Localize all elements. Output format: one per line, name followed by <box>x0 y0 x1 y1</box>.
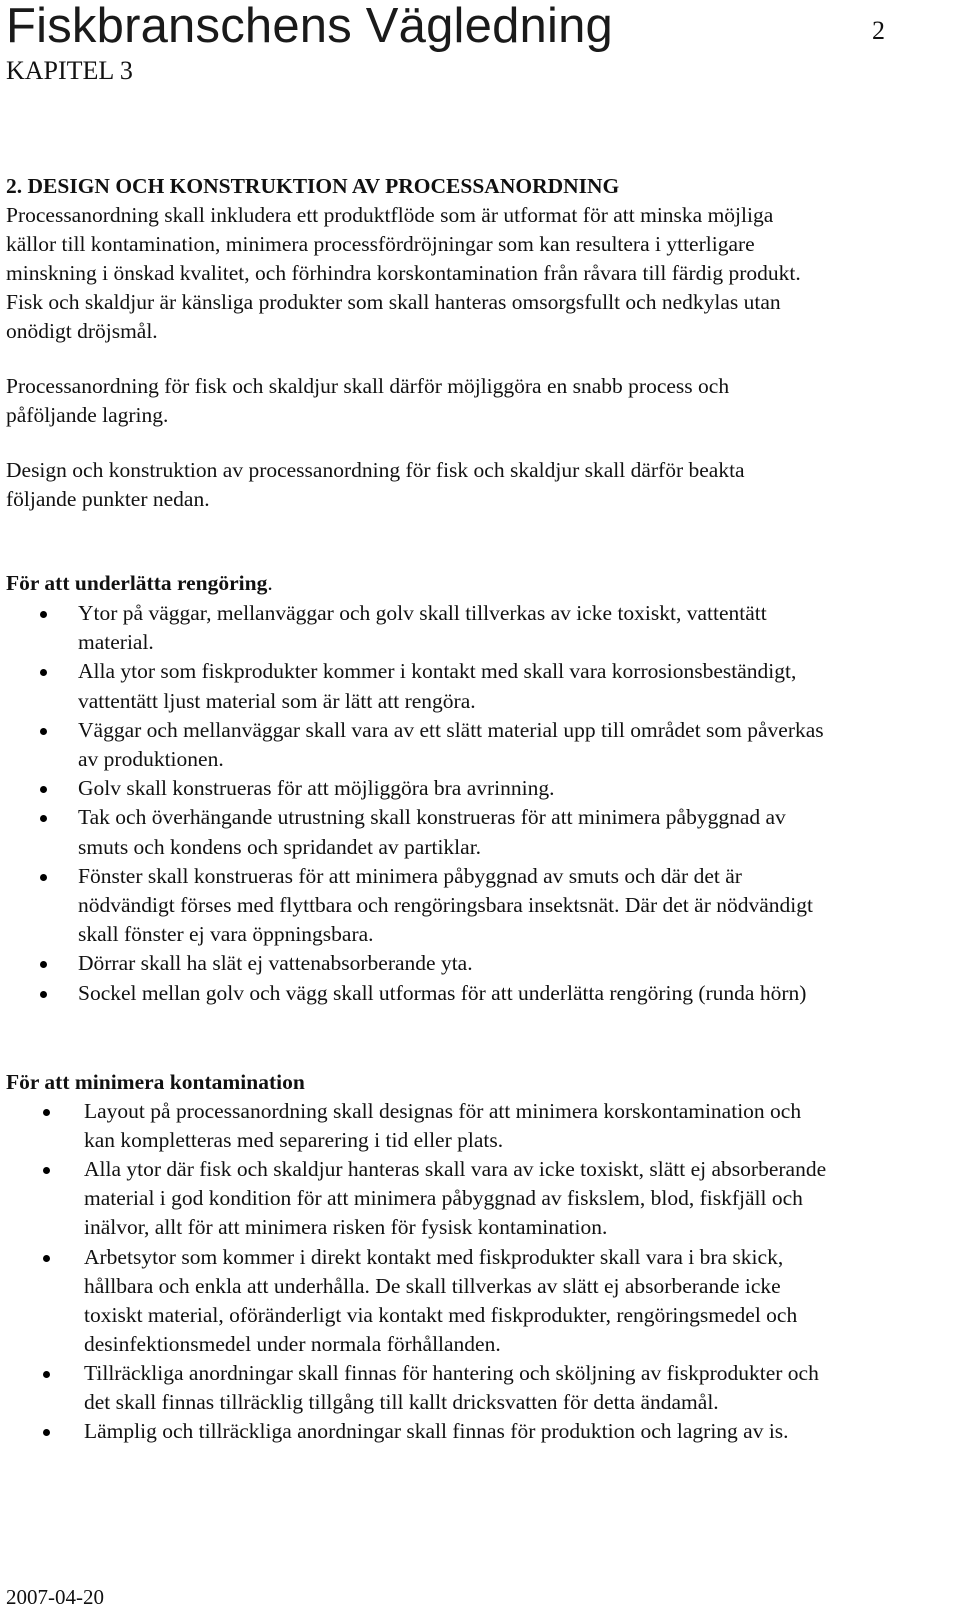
bullet-text-line: Tillräckliga anordningar skall finnas för hantering och sköljning av fiskprodukter och <box>84 1360 819 1385</box>
bullet-icon <box>40 728 47 735</box>
bullet-text-line: Golv skall konstrueras för att möjliggöra bra avrinning. <box>78 776 555 801</box>
intro-line: minskning i önskad kvalitet, och förhindra korskontamination från råvara till färdig produkt. <box>6 261 801 285</box>
cleaning-heading-text: För att underlätta rengöring <box>6 571 268 595</box>
bullet-text-line: inälvor, allt för att minimera risken för fysisk kontamination. <box>84 1215 608 1240</box>
cleaning-heading <box>6 571 273 596</box>
bullet-icon <box>43 1255 50 1262</box>
bullet-text-line: Sockel mellan golv och vägg skall utformas för att underlätta rengöring (runda hörn) <box>78 980 807 1005</box>
intro-line: Processanordning skall inkludera ett produktflöde som är utformat för att minska möjliga <box>6 203 774 227</box>
bullet-text-line: desinfektionsmedel under normala förhållanden. <box>84 1331 501 1356</box>
intro-line: onödigt dröjsmål. <box>6 319 158 343</box>
bullet-text-line: det skall finnas tillräcklig tillgång till kallt dricksvatten för detta ändamål. <box>84 1390 719 1414</box>
section-heading: 2. DESIGN OCH KONSTRUKTION AV PROCESSANORDNING <box>6 174 620 198</box>
intro-line: källor till kontamination, minimera processfördröjningar som kan resultera i ytterligare <box>6 232 755 256</box>
bullet-text-line: av produktionen. <box>78 747 224 771</box>
bullet-icon <box>40 815 47 822</box>
bullet-text-line: Ytor på väggar, mellanväggar och golv skall tillverkas av icke toxiskt, vattentätt <box>78 601 767 625</box>
bullet-icon <box>43 1109 50 1116</box>
bullet-text-line: smuts och kondens och spridandet av partiklar. <box>78 834 482 859</box>
bullet-text-line: kan kompletteras med separering i tid eller plats. <box>84 1128 504 1153</box>
bullet-icon <box>40 611 47 618</box>
paragraph-line: Processanordning för fisk och skaldjur skall därför möjliggöra en snabb process och <box>6 374 730 398</box>
bullet-text-line: material. <box>78 630 154 655</box>
bullet-icon <box>40 874 47 881</box>
bullet-text-line: Tak och överhängande utrustning skall konstrueras för att minimera påbyggnad av <box>78 805 786 830</box>
contamination-heading: För att minimera kontamination <box>6 1070 305 1094</box>
bullet-icon <box>40 669 47 676</box>
bullet-text-line: Alla ytor där fisk och skaldjur hanteras skall vara av icke toxiskt, slätt ej absorberande <box>84 1157 827 1182</box>
bullet-text-line: Fönster skall konstrueras för att minimera påbyggnad av smuts och där det är <box>78 863 742 888</box>
bullet-text-line: skall fönster ej vara öppningsbara. <box>78 922 374 947</box>
bullet-icon <box>43 1371 50 1378</box>
bullet-text-line: Layout på processanordning skall designas för att minimera korskontamination och <box>84 1099 802 1123</box>
bullet-text-line: hållbara och enkla att underhålla. De skall tillverkas av slätt ej absorberande icke <box>84 1273 781 1298</box>
page-number: 2 <box>872 16 885 45</box>
document-title: Fiskbranschens Vägledning <box>6 0 613 53</box>
footer-date: 2007-04-20 <box>6 1585 104 1609</box>
bullet-icon <box>40 991 47 998</box>
cleaning-heading-period: . <box>267 571 273 595</box>
bullet-text-line: material i god kondition för att minimera påbyggnad av fiskslem, blod, fiskfjäll och <box>84 1186 803 1211</box>
intro-line: Fisk och skaldjur är känsliga produkter som skall hanteras omsorgsfullt och nedkylas utan <box>6 290 781 314</box>
bullet-text-line: toxiskt material, oföränderligt via kontakt med fiskprodukter, rengöringsmedel och <box>84 1302 798 1327</box>
bullet-text-line: vattentätt ljust material som är lätt att rengöra. <box>78 688 476 713</box>
paragraph-line: Design och konstruktion av processanordning för fisk och skaldjur skall därför beakta <box>6 458 745 482</box>
paragraph-line: följande punkter nedan. <box>6 487 210 511</box>
bullet-icon <box>43 1429 50 1436</box>
bullet-icon <box>40 786 47 793</box>
bullet-text-line: Väggar och mellanväggar skall vara av ett slätt material upp till området som påverkas <box>78 717 824 742</box>
paragraph-line: påföljande lagring. <box>6 403 169 427</box>
bullet-text-line: nödvändigt förses med flyttbara och rengöringsbara insektsnät. Där det är nödvändigt <box>78 893 813 917</box>
bullet-text-line: Lämplig och tillräckliga anordningar skall finnas för produktion och lagring av is. <box>84 1419 789 1444</box>
bullet-icon <box>43 1167 50 1174</box>
bullet-text-line: Alla ytor som fiskprodukter kommer i kontakt med skall vara korrosionsbeständigt, <box>78 659 797 684</box>
bullet-text-line: Arbetsytor som kommer i direkt kontakt med fiskprodukter skall vara i bra skick, <box>84 1244 784 1269</box>
bullet-text-line: Dörrar skall ha slät ej vattenabsorberande yta. <box>78 951 473 976</box>
bullet-icon <box>40 961 47 968</box>
chapter-label: KAPITEL 3 <box>6 56 133 85</box>
